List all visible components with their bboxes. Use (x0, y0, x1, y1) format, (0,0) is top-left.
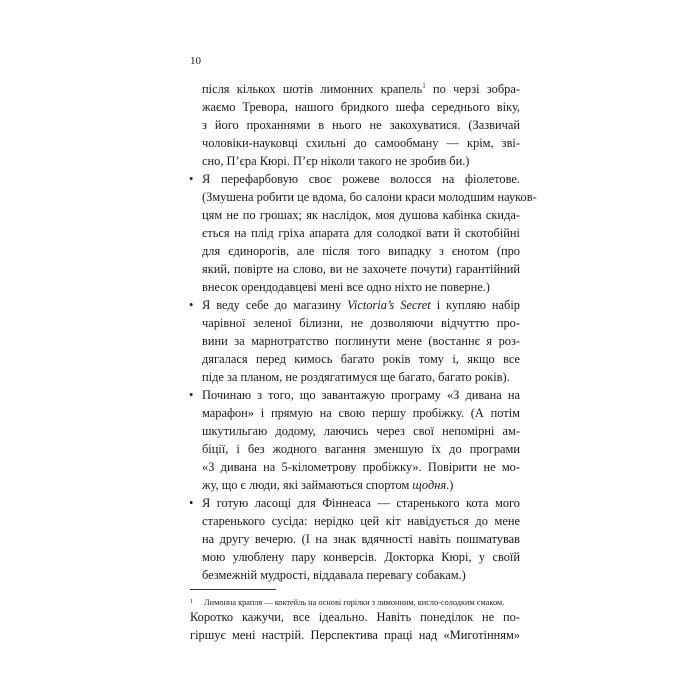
text-line: марафон» і прямую на свою першу пробіжку. (А потім (202, 406, 520, 420)
text-line: старенького сусіда: нерідко цей кіт навідується до мене (202, 514, 520, 528)
text-line: шкутильгаю додому, лаючись через свої непомірні ам- (202, 424, 520, 438)
page-number: 10 (190, 55, 201, 67)
footnote-marker: 1 (190, 599, 193, 605)
text-line: жаємо Тревора, нашого бридкого шефа середнього віку, (202, 100, 520, 114)
text-line: гіршує мені настрій. Перспектива праці над «Миготінням» (190, 628, 520, 642)
brand-name: Victoria’s Secret (347, 298, 431, 312)
footnote-text: Лимонна крапля — коктейль на основі горілки з лимонним, кисло-солодким смаком. (204, 598, 505, 607)
text-line: цям не по грошах; як наслідок, моя душова кабінка скида- (202, 208, 520, 222)
text-line: безмежній мудрості, віддавала перевагу собакам.) (202, 568, 466, 582)
text-line: внесок орендодавцеві мені все одно ніхто не поверне.) (202, 280, 490, 294)
text-line: піде за планом, не роздягатимуся ще багато, багато років). (202, 370, 510, 384)
emphasis: щодня (412, 478, 447, 492)
bullet-icon: • (189, 298, 194, 312)
text-line: біції, і без жодного вагання зменшую їх до програми (202, 442, 520, 456)
text-line: Я перефарбовую своє рожеве волосся на фіолетове. (202, 172, 520, 186)
bullet-icon: • (189, 172, 194, 186)
text-line: (Змушена робити це вдома, бо салони краси молодшим науков- (202, 190, 537, 204)
text-line: чарівної зеленої білизни, не дозволяючи відчуттю про- (202, 316, 520, 330)
main-text (189, 80, 537, 644)
text-line: дягалася перед кимось багато років тому і, якщо все (202, 352, 520, 366)
footnote-divider (190, 589, 276, 590)
text-line: чоловіки-науковці схильні до самообману — крім, зві- (202, 136, 520, 150)
text-line: «З дивана на 5-кілометрову пробіжку». Повірити не мо- (202, 460, 520, 474)
bullet-icon: • (189, 388, 194, 402)
text-line: сно, П’єра Кюрі. П’єр ніколи такого не зробив би.) (202, 154, 470, 168)
text-line: жу, що є люди, які займаються спортом щодня.) (202, 478, 454, 492)
text-line: з його проханнями в нього не закохуватися. (Зазвичай (202, 118, 520, 132)
text-line: який, повірте на слово, ви не захочете почути) гарантійний (202, 262, 520, 276)
bullet-item-hair (189, 170, 537, 296)
text-line: вини за марнотратство поглинути мене (востаннє я роз- (202, 334, 520, 348)
footnote (190, 597, 520, 608)
text-line: Починаю з того, що завантажую програму «З дивана на (202, 388, 520, 402)
text-line: для єдинорогів, але після того випадку з єнотом (про (202, 244, 520, 258)
text-line: Коротко кажучи, все ідеально. Навіть понеділок не по- (190, 610, 520, 624)
bullet-item-shopping (190, 296, 520, 386)
text-line: Я готую ласощі для Фіннеаса — старенького кота мого (202, 496, 520, 510)
summary-paragraph (190, 608, 520, 644)
bullet-icon: • (189, 496, 194, 510)
text-line: на другу вечерю. (І на знак вдячності навіть пошматував (202, 532, 520, 546)
text-line: ється на плід гріха апарата для солодкої вати й скотобійні (202, 226, 520, 240)
text-line: мою улюблену пару конверсів. Докторка Кюрі, у своїй (202, 550, 520, 564)
footnote-reference[interactable]: 1 (422, 82, 426, 90)
intro-paragraph (190, 80, 520, 170)
text-line: Я веду себе до магазину Victoria’s Secret і купляю набір (202, 298, 520, 312)
text-line: після кількох шотів лимонних крапель$^1$ по черзі зобра- (202, 82, 520, 96)
bullet-item-cat (190, 494, 520, 584)
bullet-item-running (190, 386, 520, 494)
